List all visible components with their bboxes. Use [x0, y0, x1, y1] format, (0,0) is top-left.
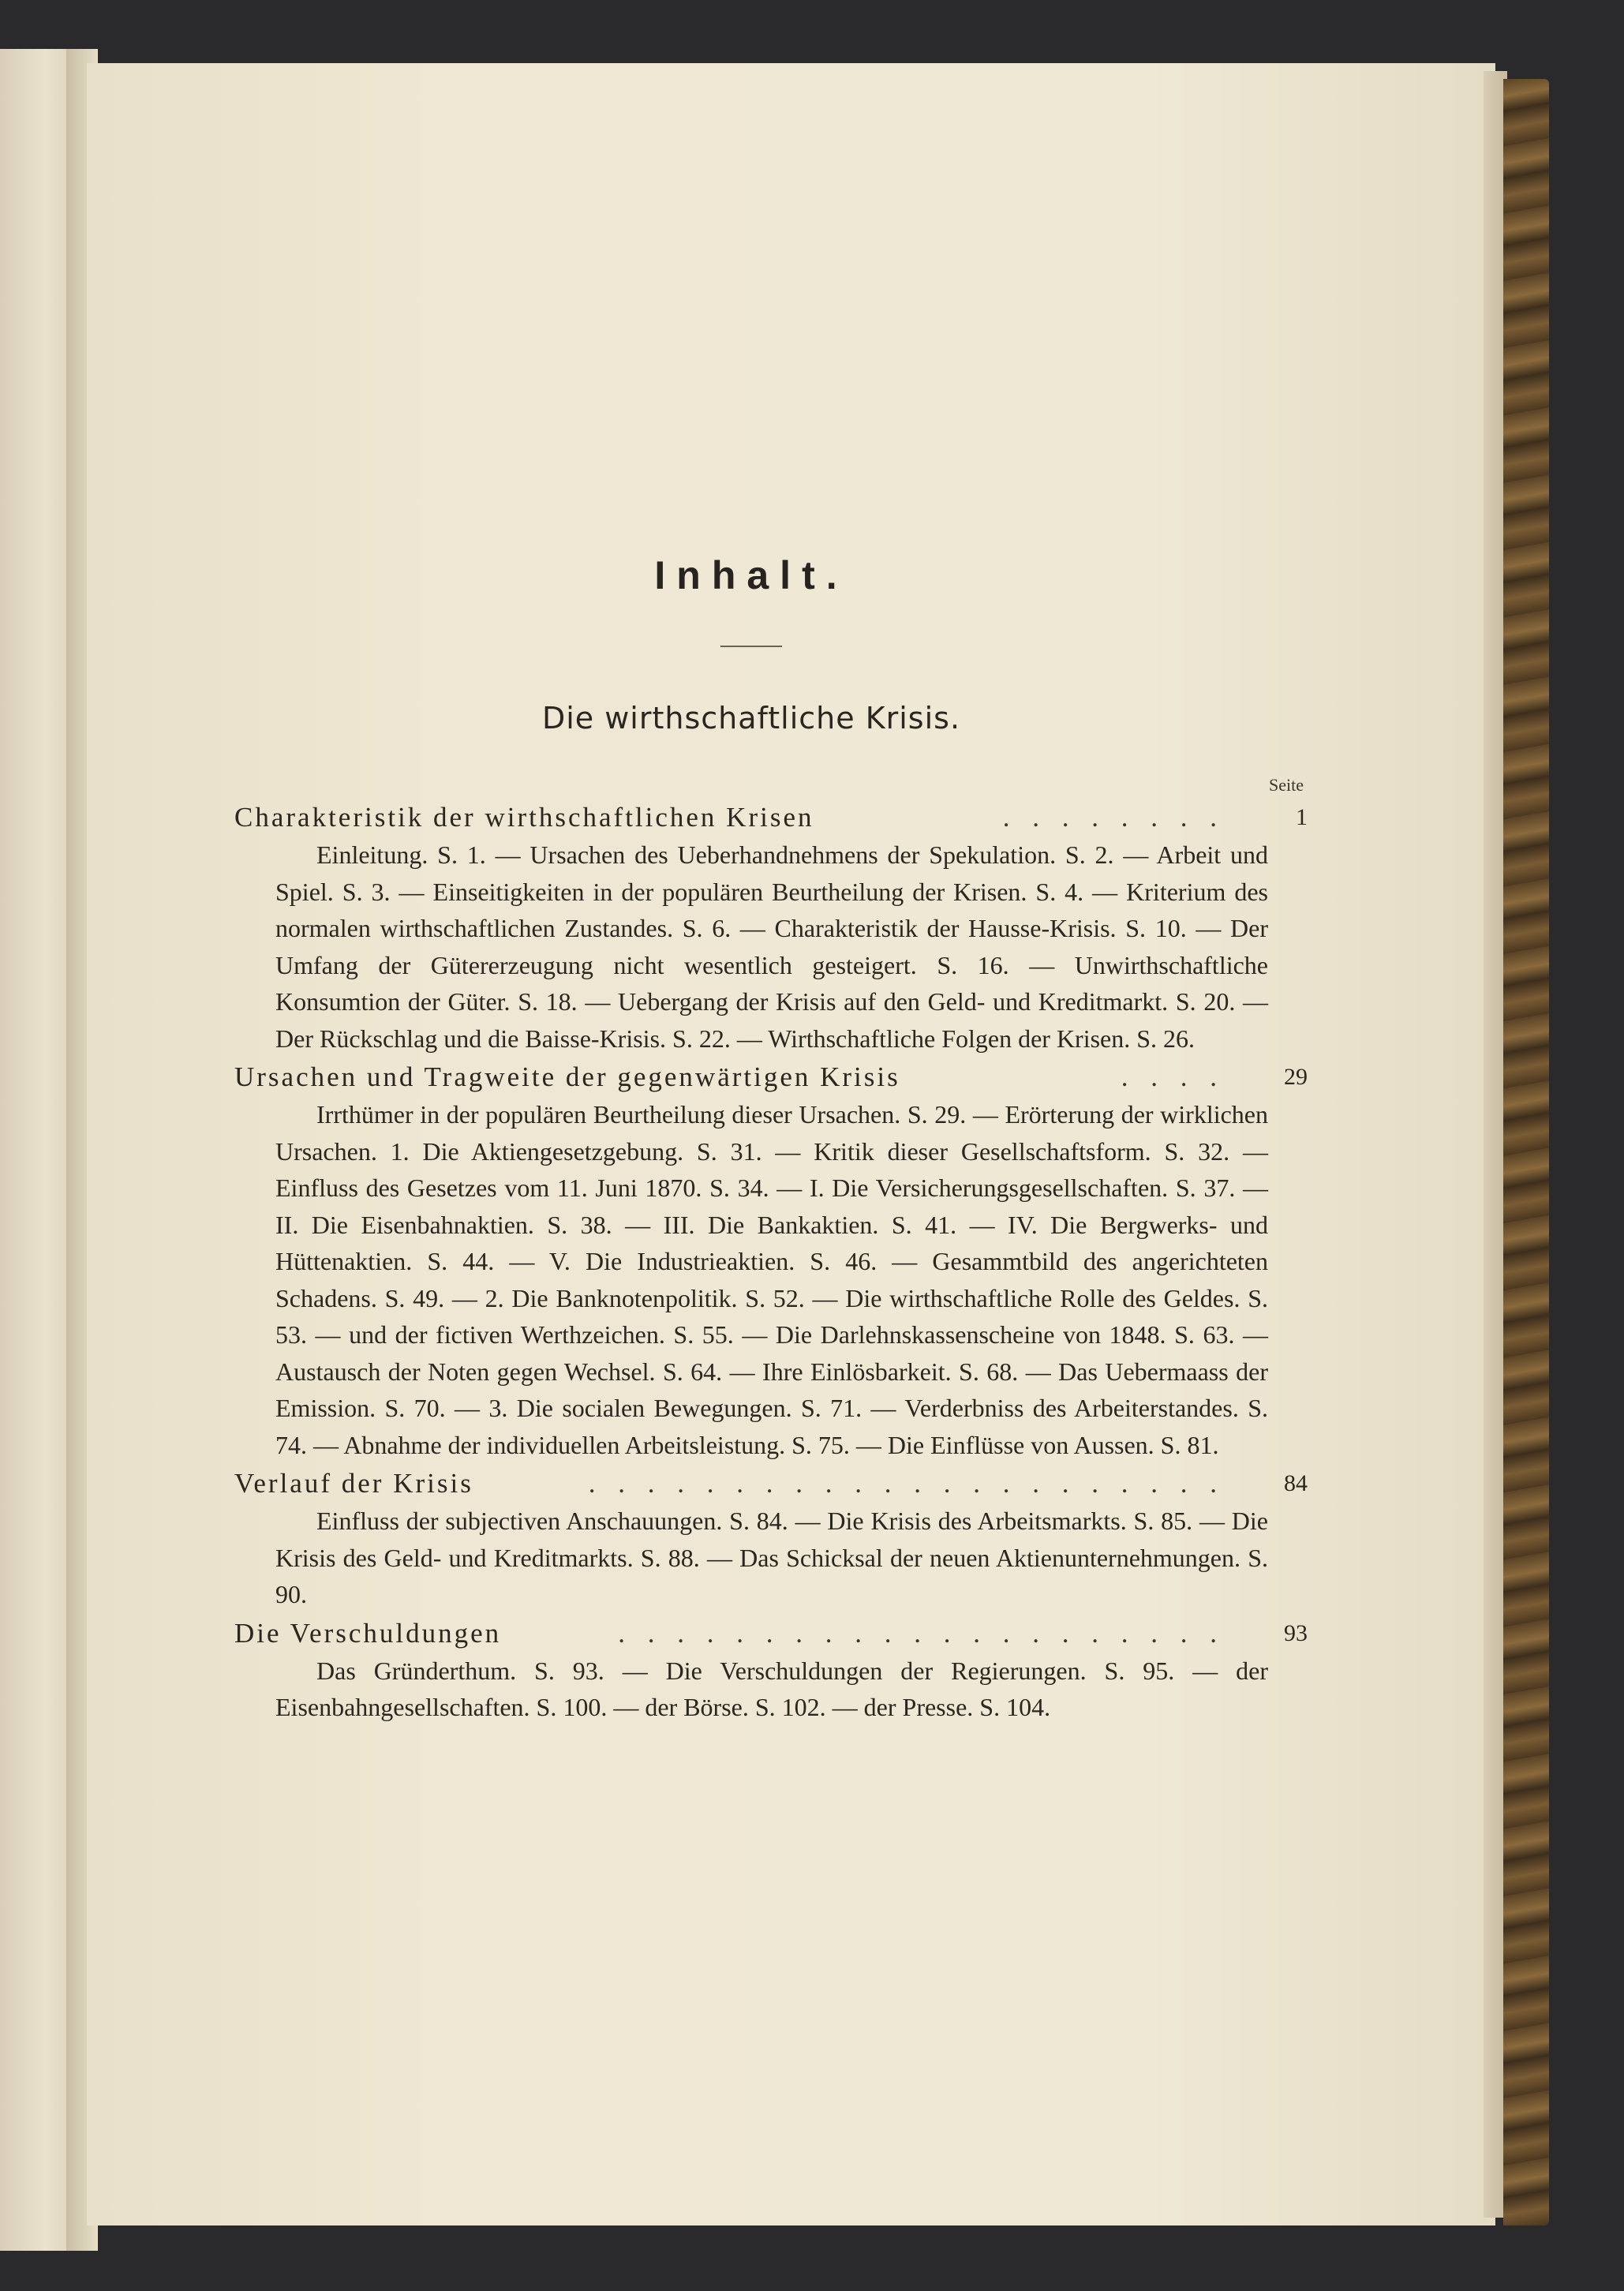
toc-entry-title: Ursachen und Tragweite der gegenwärtigen Krisis [234, 1061, 900, 1092]
toc-entry-description-text: Einleitung. S. 1. — Ursachen des Ueberhandnehmens der Spekulation. S. 2. — Arbeit und Spiel. S. 3. — Einseitigkeiten in der populären Beurtheilung der Krisen. S. 4. — Kriterium des normalen wirthschaftlichen Zustandes. S. 6. — Charakteristik der Hausse-Krisis. S. 10. — Der Umfang der Gütererzeugung nicht wesentlich gesteigert. S. 16. — Unwirthschaftliche Konsumtion der Güter. S. 18. — Uebergang der Krisis auf den Geld- und Kreditmarkt. S. 20. — Der Rückschlag und die Baisse-Krisis. S. 22. — Wirthschaftliche Folgen der Krisen. S. 26. [275, 840, 1268, 1053]
toc-entry-description-text: Das Gründerthum. S. 93. — Die Verschuldungen der Regierungen. S. 95. — der Eisenbahngesellschaften. S. 100. — der Börse. S. 102. — der Presse. S. 104. [275, 1656, 1268, 1721]
toc-entry-header [234, 1465, 1308, 1503]
toc-entry [234, 1058, 1308, 1463]
toc-entry-description [275, 1653, 1268, 1726]
toc-entry-description-text: Einfluss der subjectiven Anschauungen. S. 84. — Die Krisis des Arbeitsmarkts. S. 85. — Die Krisis des Geld- und Kreditmarkts. S. 88. — Das Schicksal der neuen Aktienunternehmungen. S. 90. [275, 1507, 1268, 1608]
toc-entry-description [275, 1096, 1268, 1463]
toc-leader-dots: . . . . . . . . . . . . . . . . . . . . . . [588, 1468, 1225, 1499]
toc-entry [234, 799, 1308, 1057]
toc-entry-page: 1 [1296, 804, 1308, 830]
toc-entry [234, 1615, 1308, 1726]
toc-entry-page: 93 [1284, 1619, 1308, 1646]
toc-entry-description-text: Irrthümer in der populären Beurtheilung dieser Ursachen. S. 29. — Erörterung der wirklichen Ursachen. 1. Die Aktiengesetzgebung. S. 31. — Kritik dieser Gesellschaftsform. S. 32. — Einfluss des Gesetzes vom 11. Juni 1870. S. 34. — I. Die Versicherungsgesellschaften. S. 37. — II. Die Eisenbahnaktien. S. 38. — III. Die Bankaktien. S. 41. — IV. Die Bergwerks- und Hüttenaktien. S. 44. — V. Die Industrieaktien. S. 46. — Gesammtbild des angerichteten Schadens. S. 49. — 2. Die Banknotenpolitik. S. 52. — Die wirthschaftliche Rolle des Geldes. S. 53. — und der fictiven Werthzeichen. S. 55. — Die Darlehnskassenscheine von 1848. S. 63. — Austausch der Noten gegen Wechsel. S. 64. — Ihre Einlösbarkeit. S. 68. — Das Uebermaass der Emission. S. 70. — 3. Die socialen Bewegungen. S. 71. — Verderbniss des Arbeiterstandes. S. 74. — Abnahme der individuellen Arbeitsleistung. S. 75. — Die Einflüsse von Aussen. S. 81. [275, 1100, 1268, 1459]
toc-leader-dots: . . . . . . . . . . . . . . . . . . . . . [618, 1617, 1225, 1649]
toc-leader-dots: . . . . . . . . [1002, 802, 1225, 833]
toc-entry-title: Die Verschuldungen [234, 1617, 502, 1649]
book-cover-edge [1503, 79, 1549, 2225]
toc-entry-title: Charakteristik der wirthschaftlichen Krisen [234, 802, 814, 833]
toc-entry-header [234, 1615, 1308, 1653]
section-subtitle: Die wirthschaftliche Krisis. [541, 701, 961, 736]
toc-entry-description [275, 837, 1268, 1057]
toc-entry-description [275, 1503, 1268, 1613]
toc-entry [234, 1465, 1308, 1613]
toc-entry-header [234, 1058, 1308, 1096]
toc-entry-page: 29 [1284, 1064, 1308, 1090]
toc-entry-title: Verlauf der Krisis [234, 1468, 473, 1499]
title-divider [720, 646, 782, 647]
toc-leader-dots: . . . . [1121, 1061, 1225, 1092]
toc-entry-page: 84 [1284, 1470, 1308, 1496]
toc-entries [234, 799, 1308, 1728]
page-title: Inhalt. [654, 553, 848, 597]
previous-page-edge [0, 49, 76, 2251]
page-column-label: Seite [1269, 775, 1304, 795]
toc-entry-header [234, 799, 1308, 837]
